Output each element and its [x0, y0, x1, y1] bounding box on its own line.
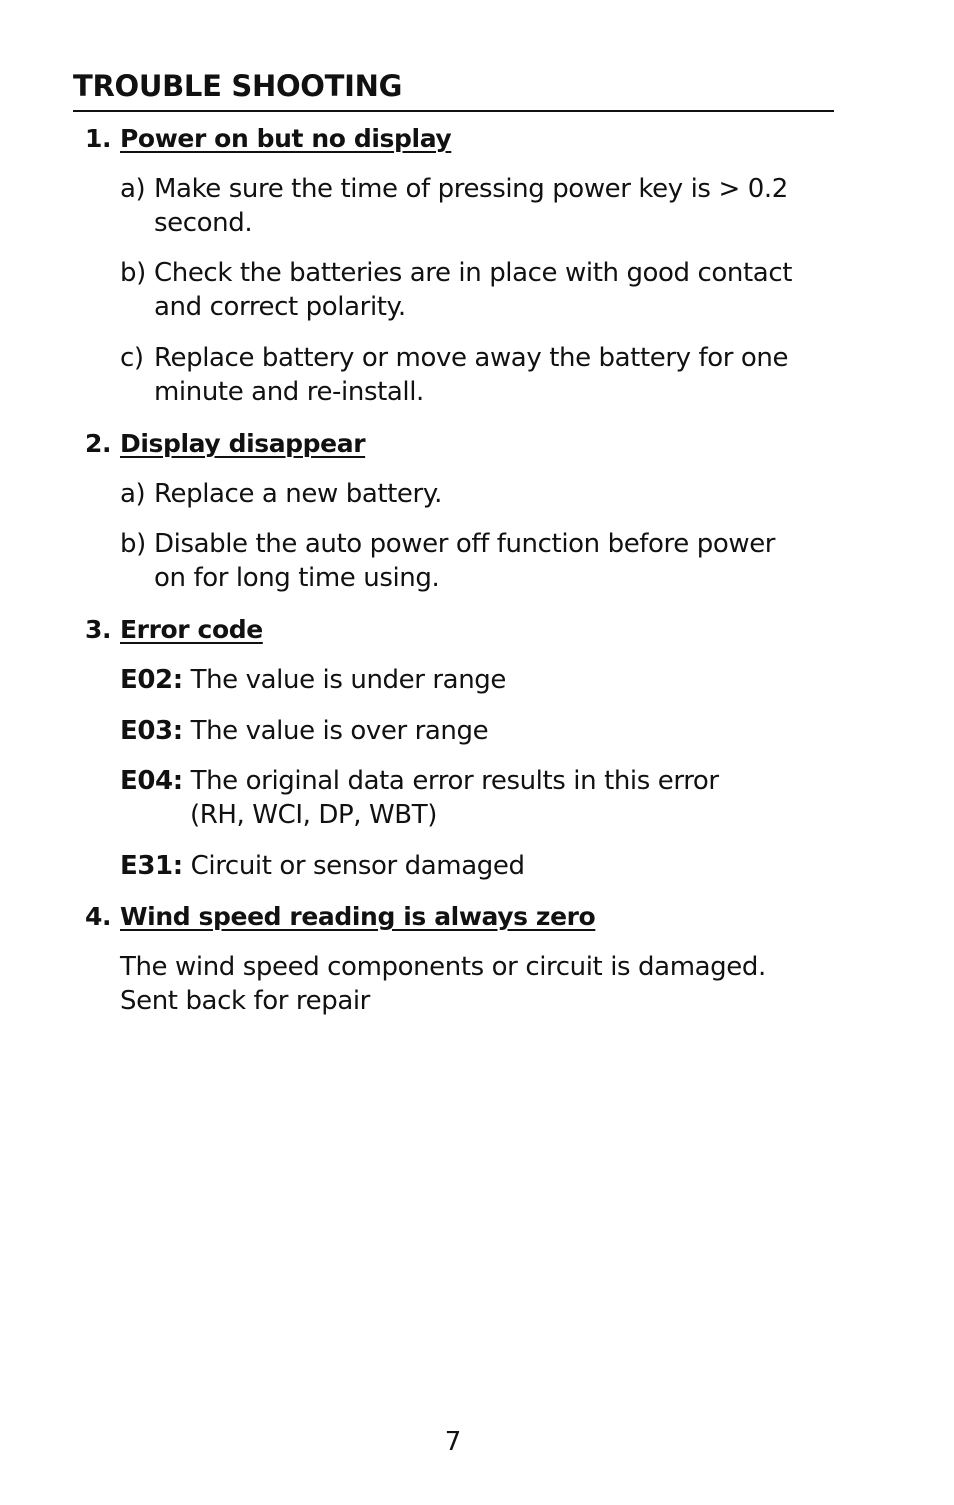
- error-description: The original data error results in this error: [190, 766, 719, 796]
- section-title: Display disappear: [120, 429, 366, 458]
- list-item: [120, 527, 775, 561]
- page-title: TROUBLE SHOOTING: [73, 69, 403, 103]
- item-marker: b): [120, 529, 146, 559]
- section-heading-error-code: [85, 613, 263, 647]
- item-marker: a): [120, 174, 146, 204]
- section-heading-display-disappear: [85, 427, 365, 461]
- list-item: [120, 172, 788, 206]
- error-description-continuation: (RH, WCI, DP, WBT): [190, 800, 437, 830]
- list-item: [120, 256, 792, 290]
- paragraph-line: The wind speed components or circuit is damaged.: [120, 952, 766, 982]
- section-title: Wind speed reading is always zero: [120, 902, 596, 931]
- item-text: Make sure the time of pressing power key is > 0.2: [154, 174, 788, 204]
- list-item-continuation: on for long time using.: [154, 563, 440, 593]
- list-item-continuation: and correct polarity.: [154, 292, 406, 322]
- section-heading-power-on: [85, 122, 451, 156]
- section-number: 3.: [85, 615, 112, 644]
- error-code-row: [120, 764, 719, 798]
- section-number: 2.: [85, 429, 112, 458]
- item-text: Replace battery or move away the battery for one: [154, 343, 789, 373]
- page-number: 7: [444, 1427, 462, 1457]
- section-heading-wind-speed: [85, 900, 595, 934]
- error-description: The value is under range: [190, 665, 506, 695]
- error-code-row: [120, 663, 506, 697]
- list-item-continuation: second.: [154, 208, 253, 238]
- error-code: E31:: [120, 851, 183, 881]
- section-title: Error code: [120, 615, 263, 644]
- list-item: [120, 477, 442, 511]
- list-item-continuation: minute and re-install.: [154, 377, 424, 407]
- title-divider: [73, 110, 834, 112]
- error-description: Circuit or sensor damaged: [190, 851, 525, 881]
- section-number: 4.: [85, 902, 112, 931]
- item-text: Replace a new battery.: [154, 479, 442, 509]
- error-code-row: [120, 714, 488, 748]
- list-item: [120, 341, 788, 375]
- section-title: Power on but no display: [120, 124, 452, 153]
- error-code: E04:: [120, 766, 183, 796]
- error-description: The value is over range: [190, 716, 489, 746]
- error-code-row: [120, 849, 525, 883]
- item-marker: b): [120, 258, 146, 288]
- item-text: Check the batteries are in place with good contact: [154, 258, 793, 288]
- item-text: Disable the auto power off function before power: [154, 529, 776, 559]
- error-code: E03:: [120, 716, 183, 746]
- paragraph-line: Sent back for repair: [120, 986, 370, 1016]
- error-code: E02:: [120, 665, 183, 695]
- item-marker: a): [120, 479, 146, 509]
- section-number: 1.: [85, 124, 112, 153]
- item-marker: c): [120, 343, 144, 373]
